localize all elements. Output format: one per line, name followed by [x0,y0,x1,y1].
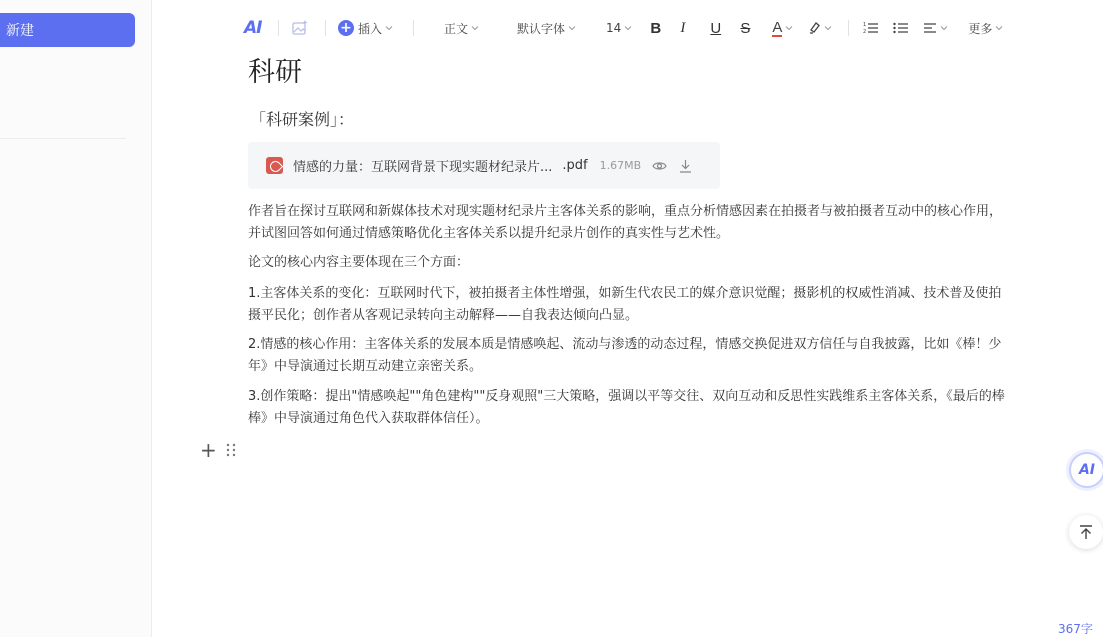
bullet-list-icon [893,21,909,35]
editor-toolbar [244,14,1003,42]
new-button[interactable]: 新建 [0,13,135,47]
ai-logo-icon: AI [244,18,262,38]
font-size-value: 14 [606,21,622,35]
download-button[interactable] [677,158,693,174]
doc-title[interactable]: 科研 [248,57,302,88]
paragraph[interactable]: 3.创作策略：提出"情感唤起""角色建构""反身观照"三大策略，强调以平等交往、双向互动和反思性实践维系主客体关系，《最后的棒棒》中导演通过角色代入获取群体信任）。 [248,389,1005,426]
download-icon [679,159,692,173]
chevron-down-icon [385,24,393,32]
arrow-up-to-top-icon [1078,524,1094,540]
image-ai-button[interactable] [291,14,311,42]
pdf-attachment-card[interactable] [248,142,720,189]
toolbar-separator [848,20,849,36]
toolbar-separator [325,20,326,36]
attachment-ext: .pdf [562,158,588,173]
more-menu[interactable] [968,14,1003,42]
add-block-icon[interactable]: + [200,438,217,462]
ordered-list-button[interactable] [863,14,879,42]
paragraph[interactable]: 1.主客体关系的变化：互联网时代下，被拍摄者主体性增强，如新生代农民工的媒介意识觉醒；摄影机的权威性消减、技术普及使拍摄平民化；创作者从客观记录转向主动解释——自我表达倾向凸显。 [248,286,1002,323]
bold-button[interactable]: B [650,19,662,37]
font-family-value: 默认字体 [517,21,566,36]
section-heading[interactable]: 「科研案例」： [250,110,355,129]
chevron-down-icon [471,24,479,32]
svg-text:2: 2 [863,29,867,35]
highlighter-icon [807,21,821,35]
align-left-icon [923,21,937,35]
toolbar-separator [278,20,279,36]
chevron-down-icon [568,24,576,32]
toolbar-separator [413,20,414,36]
paragraph[interactable]: 作者旨在探讨互联网和新媒体技术对现实题材纪录片主客体关系的影响，重点分析情感因素在拍摄者与被拍摄者互动中的核心作用，并试图回答如何通过情感策略优化主客体关系以提升纪录片创作的真实性与艺术性。 [248,204,1003,241]
chevron-down-icon [824,24,832,32]
more-label: 更多 [968,21,993,36]
font-family-select[interactable] [517,14,576,42]
paragraph-style-select[interactable] [444,14,479,42]
plus-circle-icon: + [338,20,354,36]
preview-button[interactable] [651,158,667,174]
sidebar [0,0,152,637]
drag-handle-icon[interactable] [226,443,236,457]
chevron-down-icon [785,24,793,32]
ai-float-button[interactable]: AI [1069,452,1103,488]
highlight-button[interactable] [807,14,832,42]
word-count: 367字 [1058,622,1093,636]
chevron-down-icon [940,24,948,32]
eye-icon [652,160,667,172]
ordered-list-icon [863,21,879,35]
chevron-down-icon [624,24,632,32]
italic-button[interactable]: I [680,19,686,36]
back-to-top-button[interactable] [1069,515,1103,549]
chevron-down-icon [995,24,1003,32]
align-menu[interactable] [923,14,948,42]
ai-assistant-button[interactable] [244,14,268,42]
image-ai-icon [291,19,309,37]
bullet-list-button[interactable] [893,14,909,42]
attachment-size: 1.67MB [599,159,642,172]
font-size-select[interactable] [606,14,632,42]
paragraph-style-value: 正文 [444,21,469,36]
insert-label: 插入 [358,21,383,36]
sidebar-divider [0,138,126,139]
strikethrough-button[interactable]: S [740,19,751,37]
font-color-button[interactable] [772,14,793,42]
attachment-name[interactable]: 情感的力量：互联网背景下现实题材纪录片... [293,160,553,175]
svg-text:1: 1 [863,22,867,28]
paragraph[interactable]: 论文的核心内容主要体现在三个方面： [248,255,470,270]
pdf-icon [266,157,283,174]
insert-menu[interactable] [338,14,393,42]
paragraph[interactable]: 2.情感的核心作用：主客体关系的发展本质是情感唤起、流动与渗透的动态过程，情感交换促进双方信任与自我披露，比如《棒！少年》中导演通过长期互动建立亲密关系。 [248,337,1002,374]
underline-button[interactable]: U [710,19,722,37]
font-color-icon: A [772,18,783,36]
